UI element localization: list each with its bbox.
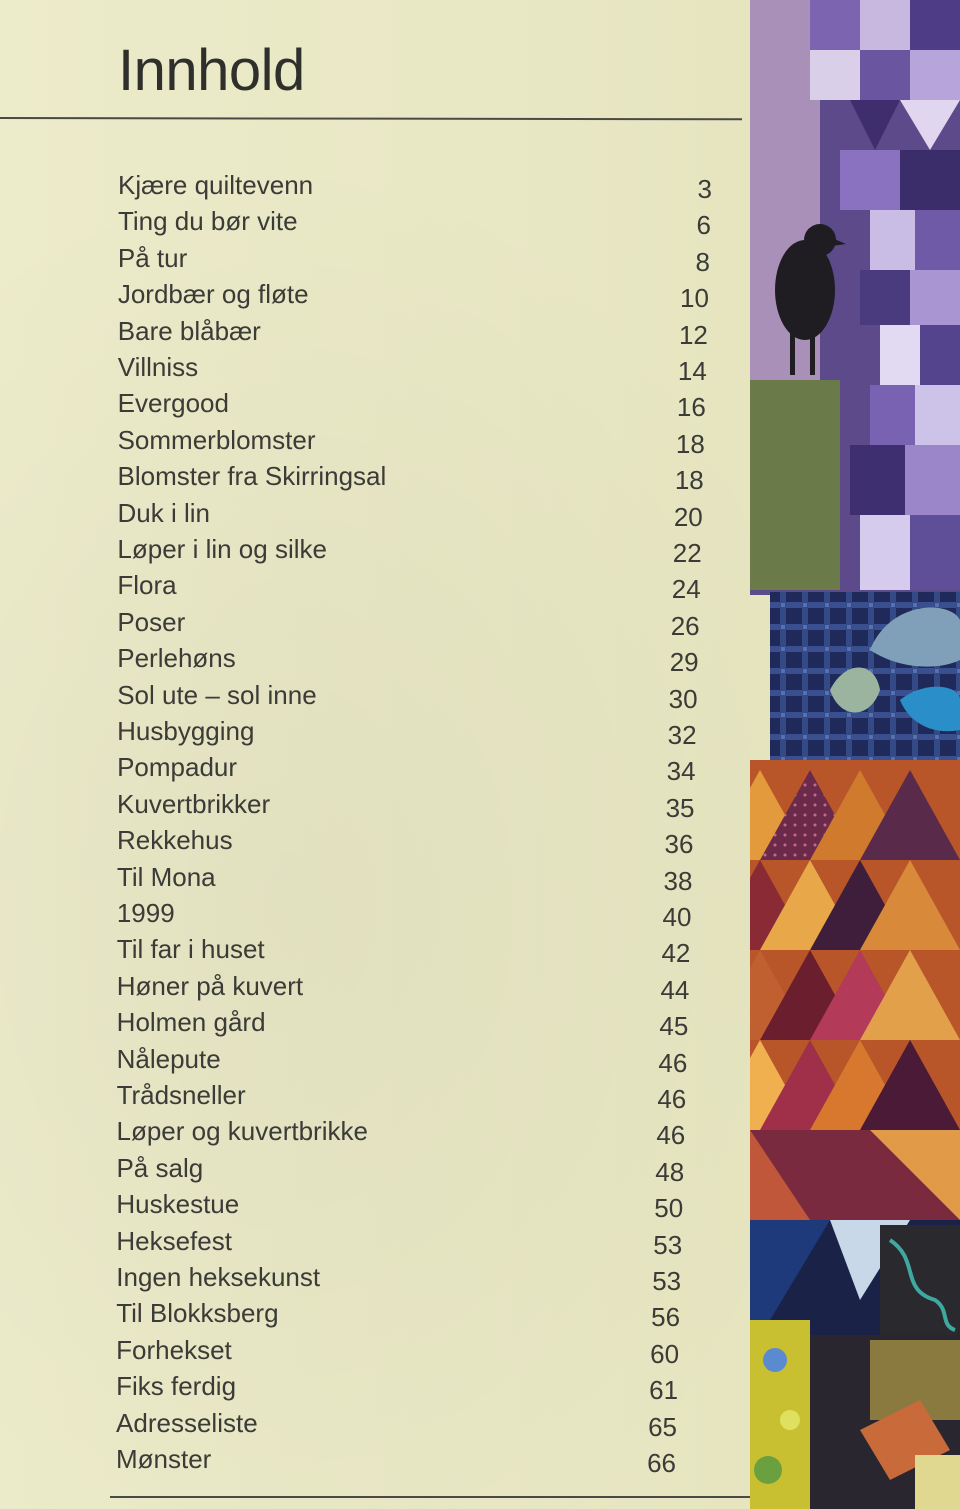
toc-entry-page-number: 18 (674, 465, 704, 496)
toc-entry-page-number: 61 (649, 1375, 679, 1406)
toc-entry-title: Kjære quiltevenn (118, 170, 314, 200)
toc-entry (116, 1187, 736, 1224)
toc-entry-page-number: 30 (668, 683, 698, 714)
toc-entry (117, 568, 737, 605)
toc-entry-page-number: 10 (679, 283, 709, 314)
toc-entry-page-number: 53 (652, 1266, 682, 1296)
toc-entry (117, 204, 738, 241)
toc-entry (116, 1151, 736, 1185)
toc-entry-title: Sol ute – sol inne (117, 679, 317, 710)
toc-entry (118, 314, 738, 348)
toc-entry-page-number: 14 (677, 356, 707, 386)
toc-entry-title: Mønster (116, 1444, 212, 1474)
toc-entry-title: 1999 (116, 898, 175, 928)
toc-entry-page-number: 42 (661, 938, 691, 969)
toc-entry-title: Husbygging (117, 716, 255, 746)
toc-entry (117, 678, 737, 712)
toc-entry (117, 641, 737, 678)
toc-entry-title: Fiks ferdig (116, 1371, 237, 1402)
toc-entry-page-number: 24 (671, 574, 701, 605)
toc-entry-title: På tur (117, 242, 188, 273)
toc-entry (117, 1078, 737, 1112)
toc-entry-title: Poser (117, 606, 186, 637)
toc-entry-title: Perlehøns (117, 643, 236, 674)
toc-entry-title: Til Blokksberg (116, 1298, 279, 1329)
toc-entry (117, 750, 737, 787)
toc-entry (117, 714, 737, 748)
toc-entry-page-number: 8 (695, 246, 710, 277)
toc-entry-page-number: 38 (663, 865, 693, 896)
toc-entry-title: Blomster fra Skirringsal (117, 461, 387, 492)
toc-entry (117, 459, 738, 496)
toc-entry (117, 1042, 737, 1076)
toc-entry (117, 386, 738, 423)
toc-entry-page-number: 56 (651, 1302, 681, 1333)
page-title: Innhold (118, 38, 305, 103)
toc-entry (116, 1442, 736, 1476)
toc-entry (117, 860, 737, 894)
toc-entry-page-number: 36 (664, 829, 694, 860)
toc-entry (116, 1005, 737, 1042)
toc-entry (116, 1296, 736, 1333)
toc-entry-page-number: 66 (647, 1448, 676, 1478)
toc-entry-title: Duk i lin (117, 497, 210, 528)
toc-entry (118, 168, 738, 202)
toc-entry (116, 932, 737, 969)
toc-entry (116, 1224, 736, 1258)
toc-entry-page-number: 34 (666, 756, 696, 787)
toc-entry-title: Flora (117, 570, 177, 601)
toc-entry-title: Nålepute (116, 1043, 221, 1074)
toc-entry-page-number: 12 (678, 319, 708, 350)
toc-entry-page-number: 16 (676, 392, 706, 423)
toc-entry (117, 787, 737, 821)
toc-entry-page-number: 53 (653, 1229, 683, 1260)
toc-entry-page-number: 26 (670, 610, 700, 641)
quilt-photo-graphic (750, 0, 960, 1509)
toc-entry (116, 823, 737, 860)
bottom-divider (110, 1496, 750, 1498)
toc-entry-title: Rekkehus (116, 825, 233, 856)
toc-entry (117, 496, 737, 530)
toc-entry-title: Heksefest (116, 1225, 232, 1256)
toc-entry-title: Bare blåbær (117, 315, 261, 346)
toc-entry-page-number: 60 (650, 1338, 680, 1369)
toc-entry-title: Adresseliste (116, 1407, 258, 1438)
toc-entry-title: Løper og kuvertbrikke (116, 1116, 368, 1147)
toc-entry-title: Ting du bør vite (117, 206, 298, 237)
toc-entry (117, 532, 737, 566)
toc-entry-page-number: 32 (667, 720, 697, 750)
toc-entry-title: Til Mona (116, 861, 216, 892)
toc-entry-title: Forhekset (116, 1334, 232, 1365)
toc-entry-page-number: 3 (697, 174, 712, 204)
toc-entry (118, 241, 738, 275)
toc-entry-title: Ingen heksekunst (116, 1262, 321, 1292)
toc-entry-page-number: 65 (648, 1411, 678, 1442)
toc-entry-page-number: 48 (655, 1156, 685, 1187)
toc-entry (116, 1333, 736, 1367)
toc-entry (118, 350, 738, 384)
toc-entry (116, 1114, 737, 1151)
toc-entry-title: Villniss (117, 352, 199, 382)
toc-entry-title: Til far i huset (116, 934, 265, 965)
toc-entry-title: Evergood (117, 388, 229, 419)
toc-entry-page-number: 22 (672, 538, 702, 568)
toc-entry-title: Jordbær og fløte (117, 279, 309, 310)
toc-entry-page-number: 46 (658, 1047, 688, 1078)
toc-entry (117, 605, 737, 639)
toc-entry (116, 1369, 736, 1406)
toc-entry-page-number: 6 (696, 210, 711, 241)
toc-entry (116, 1260, 736, 1294)
toc-entry-page-number: 20 (673, 501, 703, 532)
toc-entry-page-number: 44 (660, 974, 690, 1005)
toc-entry-page-number: 35 (665, 792, 695, 823)
toc-entry (117, 277, 738, 314)
toc-entry-title: Pompadur (117, 752, 238, 783)
toc-entry-title: På salg (116, 1152, 204, 1183)
toc-entry-title: Høner på kuvert (116, 970, 304, 1001)
toc-entry (117, 969, 737, 1003)
toc-entry-page-number: 45 (659, 1011, 689, 1042)
toc-entry-title: Holmen gård (116, 1007, 266, 1038)
toc-entry-title: Sommerblomster (117, 424, 316, 455)
toc-entry-title: Løper i lin og silke (117, 534, 327, 564)
toc-entry-page-number: 29 (669, 647, 699, 678)
toc-entry (118, 423, 738, 457)
toc-entry-page-number: 18 (675, 428, 705, 459)
toc-entry-page-number: 40 (662, 902, 692, 932)
toc-entry-page-number: 50 (654, 1193, 684, 1224)
toc-entry-title: Huskestue (116, 1189, 240, 1220)
toc-entry-title: Kuvertbrikker (117, 788, 271, 819)
toc-entry (117, 896, 737, 930)
toc-entry (116, 1406, 736, 1440)
toc-entry-page-number: 46 (657, 1084, 687, 1114)
toc-entry-title: Trådsneller (116, 1080, 246, 1110)
quilt-photo (750, 0, 960, 1509)
toc-entry-page-number: 46 (656, 1120, 686, 1151)
